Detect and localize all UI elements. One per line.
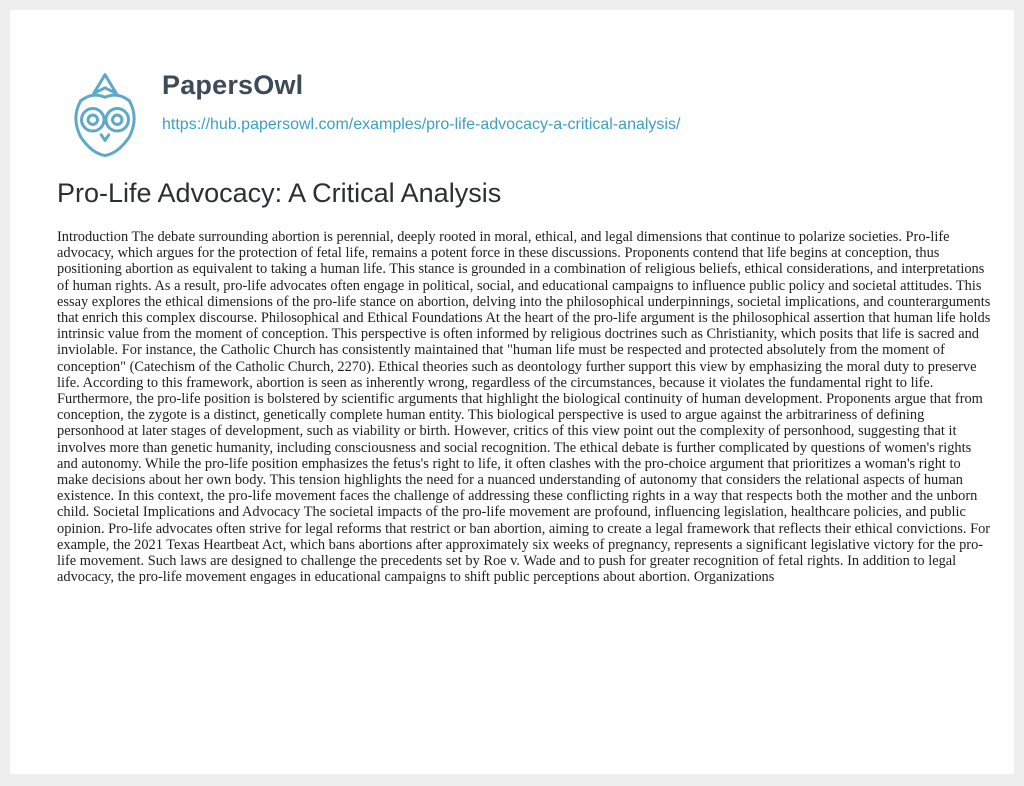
document-page — [10, 10, 1014, 774]
brand-name: PapersOwl — [162, 70, 304, 100]
owl-logo-icon — [58, 69, 152, 163]
article-title: Pro-Life Advocacy: A Critical Analysis — [57, 178, 502, 208]
article-body: Introduction The debate surrounding abortion is perennial, deeply rooted in moral, ethical, and legal dimensions that continue to polarize societies. Pro-life advocacy, which argues for the protection of fetal life, remains a potent force in these discussions. Proponents contend that life begins at conception, thus positioning abortion as equivalent to taking a human life. This stance is grounded in a combination of religious beliefs, ethical considerations, and interpretations of human rights. As a result, pro-life advocates often engage in political, social, and educational campaigns to influence public policy and societal attitudes. This essay explores the ethical dimensions of the pro-life stance on abortion, delving into the philosophical underpinnings, societal implications, and counterarguments that enrich this complex discourse. Philosophical and Ethical Foundations At the heart of the pro-life argument is the philosophical assertion that human life holds intrinsic value from the moment of conception. This perspective is often informed by religious doctrines such as Christianity, which posits that life is sacred and inviolable. For instance, the Catholic Church has consistently maintained that "human life must be respected and protected absolutely from the moment of conception" (Catechism of the Catholic Church, 2270). Ethical theories such as deontology further support this view by emphasizing the moral duty to preserve life. According to this framework, abortion is seen as inherently wrong, regardless of the circumstances, because it violates the fundamental right to life. Furthermore, the pro-life position is bolstered by scientific arguments that highlight the biological continuity of human development. Proponents argue that from conception, the zygote is a distinct, genetically complete human entity. This biological perspective is used to argue against the arbitrariness of defining personhood at later stages of development, such as viability or birth. However, critics of this view point out the complexity of personhood, suggesting that it involves more than genetic humanity, including consciousness and social recognition. The ethical debate is further complicated by questions of women's rights and autonomy. While the pro-life position emphasizes the fetus's right to life, it often clashes with the pro-choice argument that prioritizes a woman's right to make decisions about her own body. This tension highlights the need for a nuanced understanding of autonomy that considers the relational aspects of human existence. In this context, the pro-life movement faces the challenge of addressing these conflicting rights in a way that respects both the mother and the unborn child. Societal Implications and Advocacy The societal impacts of the pro-life movement are profound, influencing legislation, healthcare policies, and public opinion. Pro-life advocates often strive for legal reforms that restrict or ban abortion, aiming to create a legal framework that reflects their ethical convictions. For example, the 2021 Texas Heartbeat Act, which bans abortions after approximately six weeks of pregnancy, represents a significant legislative victory for the pro-life movement. Such laws are designed to challenge the precedents set by Roe v. Wade and to push for greater recognition of fetal rights. In addition to legal advocacy, the pro-life movement engages in educational campaigns to shift public perceptions about abortion. Organizations — [57, 229, 991, 586]
source-url-link[interactable]: https://hub.papersowl.com/examples/pro-life-advocacy-a-critical-analysis/ — [162, 116, 681, 133]
